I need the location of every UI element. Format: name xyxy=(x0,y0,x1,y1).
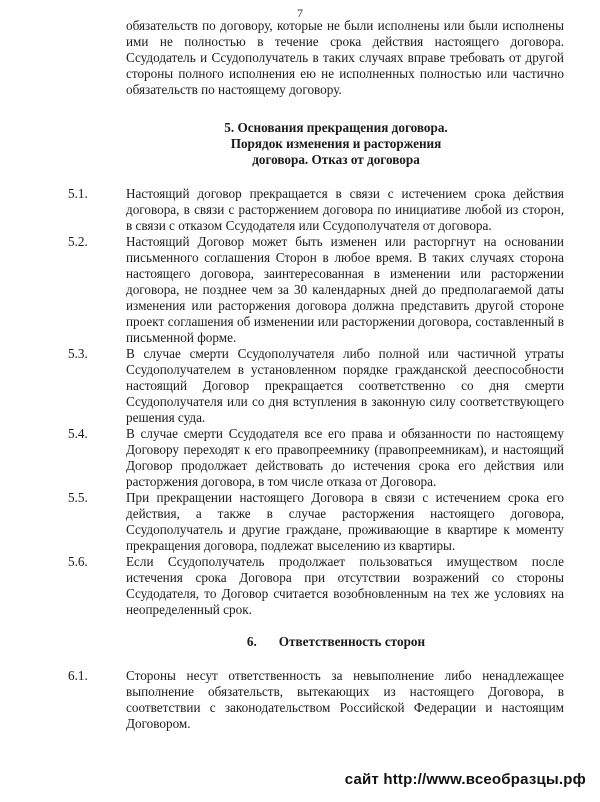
section-5-heading-line-2: Порядок изменения и расторжения xyxy=(230,136,442,151)
clause-5-3 xyxy=(68,346,564,426)
clause-5-6 xyxy=(68,554,564,618)
clause-number: 5.2. xyxy=(68,234,88,249)
clause-text: Если Ссудополучатель продолжает пользоваться имуществом после истечения срока Договора при отсутствии возражений со стороны Ссудодателя, то Договор считается возобновленным на тех же условиях на неопределенный срок. xyxy=(126,554,564,617)
clause-text: При прекращении настоящего Договора в связи с истечением срока его действия, а также в случае расторжения настоящего договора, Ссудополучатель и другие граждане, проживающие в квартире к моменту прекращения договора, подлежат выселению из квартиры. xyxy=(126,490,564,553)
clause-number: 5.4. xyxy=(68,426,88,441)
clause-number: 5.6. xyxy=(68,554,88,569)
clause-text: В случае смерти Ссудодателя все его права и обязанности по настоящему Договору переходят к его правопреемнику (правопреемникам), и настоящий Договор продолжает действовать до истечения срока его действия или расторжения договора, в том числе отказа от Договора. xyxy=(126,426,564,489)
section-5-heading xyxy=(108,120,564,168)
site-watermark: сайт http://www.всеобразцы.рф xyxy=(344,771,586,788)
clause-5-1 xyxy=(68,186,564,234)
section-6-number: 6. xyxy=(246,634,257,649)
clause-5-5 xyxy=(68,490,564,554)
intro-paragraph: обязательств по договору, которые не были исполнены или были исполнены ими не полностью в течение срока действия настоящего договора. Ссудодатель и Ссудополучатель в таких случаях вправе требовать от другой стороны полного исполнения ею не исполненных полностью или частично обязательств по настоящему договору. xyxy=(126,18,564,97)
clause-text: Стороны несут ответственность за невыполнение либо ненадлежащее выполнение обязательств, вытекающих из настоящего Договора, в соответствии с законодательством Российской Федерации и настоящим Договором. xyxy=(126,668,564,731)
clause-number: 6.1. xyxy=(68,668,88,683)
clause-number: 5.5. xyxy=(68,490,88,505)
clause-number: 5.1. xyxy=(68,186,88,201)
clause-text: В случае смерти Ссудополучателя либо полной или частичной утраты Ссудополучателем в установленном порядке гражданской дееспособности настоящий Договор прекращается соответственно со дня смерти Ссудополучателя или со дня вступления в законную силу соответствующего решения суда. xyxy=(126,346,564,425)
section-6-heading xyxy=(108,634,564,650)
clause-number: 5.3. xyxy=(68,346,88,361)
clause-text: Настоящий договор прекращается в связи с истечением срока действия договора, в связи с расторжением договора по инициативе любой из сторон, в связи с отказом Ссудодателя или Ссудополучателя от договора. xyxy=(126,186,564,233)
section-6-title: Ответственность сторон xyxy=(278,634,426,649)
clause-5-4 xyxy=(68,426,564,490)
clause-6-1 xyxy=(68,668,564,732)
section-5-heading-line-3: договора. Отказ от договора xyxy=(252,152,420,167)
document-body xyxy=(68,18,564,732)
clause-text: Настоящий Договор может быть изменен или расторгнут на основании письменного соглашения Сторон в любое время. В таких случаях сторона настоящего договора, заинтересованная в изменении или расторжении договора, не позднее чем за 30 календарных дней до предполагаемой даты изменения или расторжения договора должна представить другой стороне проект соглашения об изменении или расторжении договора, составленный в письменной форме. xyxy=(126,234,564,345)
page-number: 7 xyxy=(297,6,303,20)
section-5-heading-line-1: 5. Основания прекращения договора. xyxy=(224,120,448,135)
clause-5-2 xyxy=(68,234,564,346)
